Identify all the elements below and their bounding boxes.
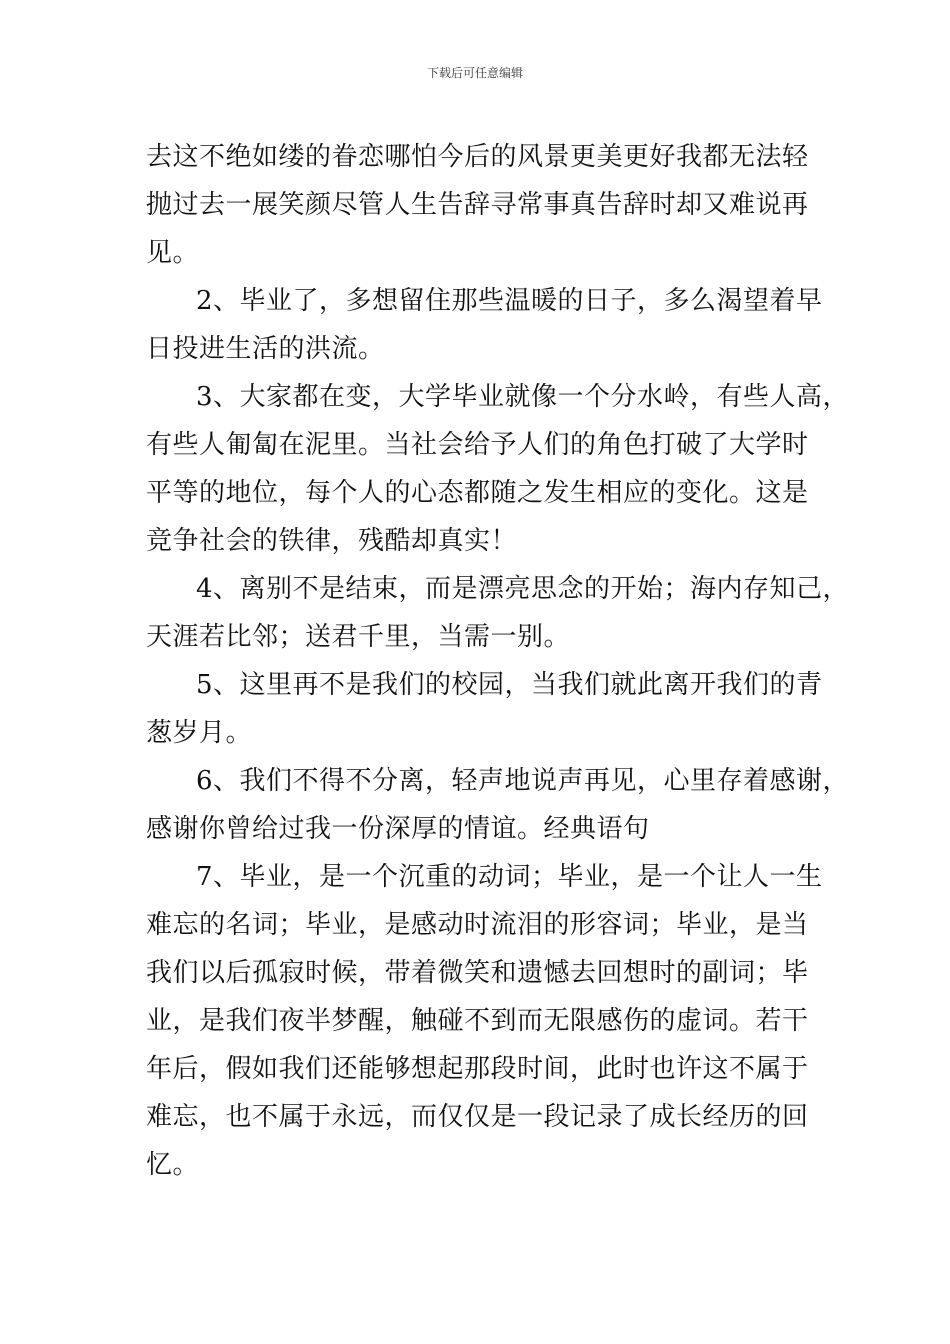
text-line: 2、毕业了，多想留住那些温暖的日子，多么渴望着早 xyxy=(196,286,823,316)
text-line: 见。 xyxy=(146,238,200,268)
document-body xyxy=(146,133,850,1189)
text-line: 忆。 xyxy=(146,1150,200,1180)
paragraph-item-4 xyxy=(146,565,850,661)
text-line: 感谢你曾给过我一份深厚的情谊。经典语句 xyxy=(146,814,650,844)
text-line: 4、离别不是结束，而是漂亮思念的开始；海内存知己， xyxy=(196,574,850,604)
text-line: 天涯若比邻；送君千里，当需一别。 xyxy=(146,622,571,652)
text-line: 3、大家都在变，大学毕业就像一个分水岭，有些人高， xyxy=(196,382,850,412)
page-header: 下载后可任意编辑 xyxy=(426,66,523,80)
text-line: 难忘，也不属于永远，而仅仅是一段记录了成长经历的回 xyxy=(146,1102,809,1132)
text-line: 我们以后孤寂时候，带着微笑和遗憾去回想时的副词；毕 xyxy=(146,958,809,988)
paragraph-item-5 xyxy=(146,661,823,757)
text-line: 去这不绝如缕的眷恋哪怕今后的风景更美更好我都无法轻 xyxy=(146,142,809,172)
paragraph-item-2 xyxy=(146,277,823,373)
text-line: 难忘的名词；毕业，是感动时流泪的形容词；毕业，是当 xyxy=(146,910,809,940)
text-line: 7、毕业，是一个沉重的动词；毕业，是一个让人一生 xyxy=(196,862,823,892)
paragraph-item-6 xyxy=(146,757,850,853)
paragraph-item-3 xyxy=(146,373,850,565)
text-line: 5、这里再不是我们的校园，当我们就此离开我们的青 xyxy=(196,670,823,700)
text-line: 抛过去一展笑颜尽管人生告辞寻常事真告辞时却又难说再 xyxy=(146,190,809,220)
text-line: 6、我们不得不分离，轻声地说声再见，心里存着感谢， xyxy=(196,766,850,796)
paragraph-continuation xyxy=(146,133,808,277)
text-line: 葱岁月。 xyxy=(146,718,253,748)
text-line: 有些人匍匐在泥里。当社会给予人们的角色打破了大学时 xyxy=(146,430,809,460)
text-line: 平等的地位，每个人的心态都随之发生相应的变化。这是 xyxy=(146,478,809,508)
text-line: 竞争社会的铁律，残酷却真实！ xyxy=(146,526,518,556)
text-line: 日投进生活的洪流。 xyxy=(146,334,385,364)
text-line: 年后，假如我们还能够想起那段时间，此时也许这不属于 xyxy=(146,1054,809,1084)
paragraph-item-7 xyxy=(146,853,823,1189)
text-line: 业，是我们夜半梦醒，触碰不到而无限感伤的虚词。若干 xyxy=(146,1006,809,1036)
